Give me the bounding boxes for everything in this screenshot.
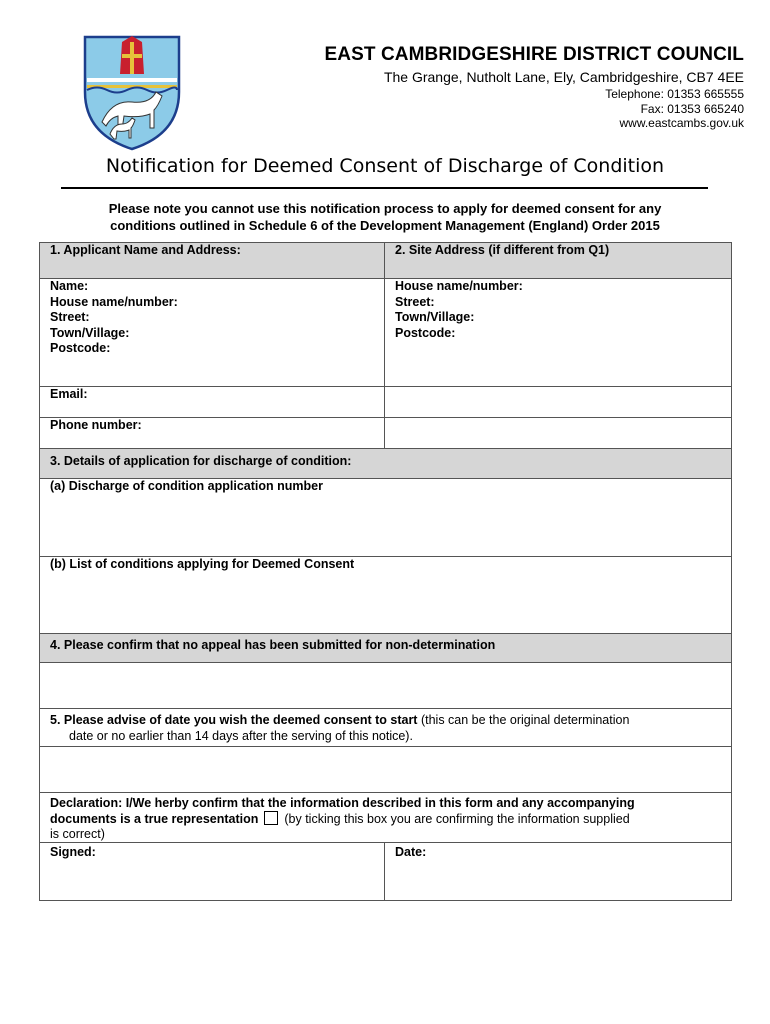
site-address-heading: 2. Site Address (if different from Q1): [385, 243, 732, 279]
appeal-confirm-heading: 4. Please confirm that no appeal has been submitted for non-determination: [40, 634, 732, 663]
site-blank-cell-1: [385, 387, 732, 418]
signature-field[interactable]: [40, 843, 385, 901]
conditions-list-field[interactable]: [40, 557, 732, 634]
site-town-label: Town/Village:: [395, 310, 475, 324]
website[interactable]: www.eastcambs.gov.uk: [619, 116, 744, 130]
document-title: Notification for Deemed Consent of Discharge of Condition: [105, 155, 665, 177]
telephone: Telephone: 01353 665555: [605, 87, 744, 101]
council-contact: [605, 87, 744, 131]
applicant-name-label: Name:: [50, 279, 89, 293]
signed-label: Signed:: [50, 845, 96, 859]
email-field[interactable]: [40, 387, 385, 418]
applicant-house-label: House name/number:: [50, 294, 178, 309]
phone-field[interactable]: [40, 418, 385, 449]
site-street-label: Street:: [395, 294, 435, 309]
usage-note-line1: Please note you cannot use this notification process to apply for deemed consent for any: [108, 201, 662, 216]
title-divider: [61, 187, 708, 189]
conditions-list-label: (b) List of conditions applying for Deemed Consent: [50, 557, 355, 571]
site-address-field[interactable]: [385, 279, 732, 387]
details-heading: 3. Details of application for discharge of condition:: [40, 449, 732, 479]
notification-form: [39, 242, 732, 901]
site-house-label: House name/number:: [395, 279, 523, 293]
applicant-postcode-label: Postcode:: [50, 341, 111, 355]
application-number-field[interactable]: [40, 479, 732, 557]
phone-label: Phone number:: [50, 418, 142, 432]
declaration-checkbox[interactable]: [264, 811, 278, 825]
email-label: Email:: [50, 387, 88, 401]
council-address: The Grange, Nutholt Lane, Ely, Cambridgeshire, CB7 4EE: [383, 69, 744, 85]
fax: Fax: 01353 665240: [640, 101, 744, 116]
site-blank-cell-2: [385, 418, 732, 449]
applicant-street-label: Street:: [50, 310, 90, 324]
date-label: Date:: [395, 845, 427, 859]
start-date-heading: 5. Please advise of date you wish the deemed consent to start (this can be the original determination date or no earlier than 14 days after the serving of this notice).: [40, 709, 732, 747]
applicant-heading: 1. Applicant Name and Address:: [40, 243, 385, 279]
council-crest-logo: [82, 34, 182, 152]
council-name: EAST CAMBRIDGESHIRE DISTRICT COUNCIL: [324, 44, 744, 65]
start-date-field[interactable]: [40, 747, 732, 793]
applicant-town-label: Town/Village:: [50, 325, 130, 340]
site-postcode-label: Postcode:: [395, 325, 456, 340]
usage-note: [0, 200, 770, 234]
application-number-label: (a) Discharge of condition application number: [50, 479, 323, 493]
declaration-text: Declaration: I/We herby confirm that the information described in this form and any accompanying documents is a true representation (by ticking this box you are confirming the information supplied is correct): [40, 793, 732, 843]
applicant-address-field[interactable]: [40, 279, 385, 387]
date-field[interactable]: [385, 843, 732, 901]
usage-note-line2: conditions outlined in Schedule 6 of the Development Management (England) Order 2015: [110, 218, 660, 233]
appeal-confirm-field[interactable]: [40, 663, 732, 709]
